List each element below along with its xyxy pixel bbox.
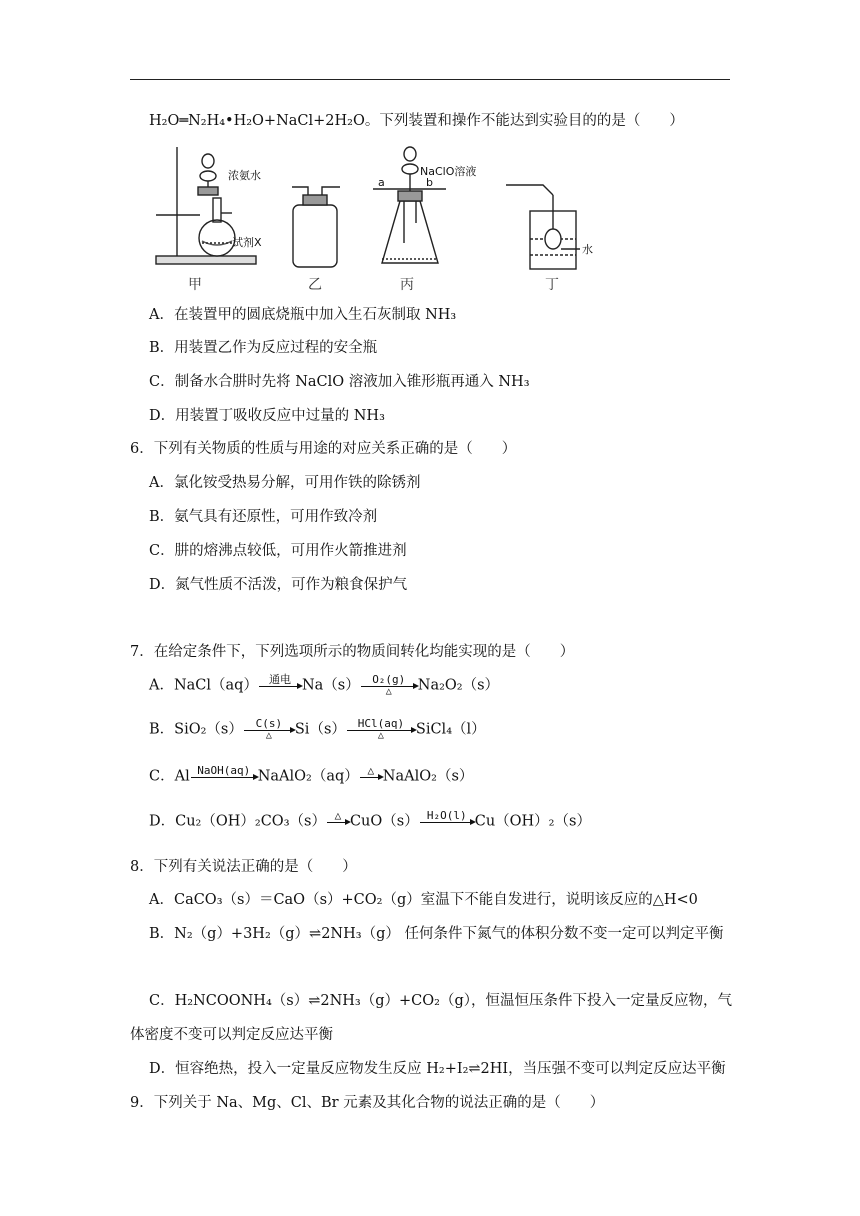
question-8-stem: 8．下列有关说法正确的是（ ）	[130, 859, 357, 875]
q7c-part1: C．Al	[149, 768, 190, 785]
question-6-stem: 6．下列有关物质的性质与用途的对应关系正确的是（ ）	[130, 441, 517, 457]
q7a-part3: Na₂O₂（s）	[417, 677, 500, 694]
water-label: 水	[582, 243, 593, 256]
q7b-part1: B．SiO₂（s）	[149, 721, 243, 738]
question-9-stem: 9．下列关于 Na、Mg、Cl、Br 元素及其化合物的说法正确的是（ ）	[130, 1095, 605, 1111]
q8-option-c-line2: 体密度不变可以判定反应达平衡	[130, 1027, 333, 1043]
q8-option-d: D．恒容绝热，投入一定量反应物发生反应 H₂+I₂⇌2HI，当压强不变可以判定反应达平衡	[149, 1061, 726, 1077]
q8-option-b: B．N₂（g）+3H₂（g）⇌2NH₃（g） 任何条件下氮气的体积分数不变一定可以判定平衡	[149, 926, 724, 942]
q6-option-d: D．氮气性质不活泼，可作为粮食保护气	[149, 577, 408, 593]
naclo-label: NaClO溶液	[420, 165, 477, 178]
q8-option-a: A．CaCO₃（s）＝CaO（s）+CO₂（g）室温下不能自发进行，说明该反应的△H<0	[149, 892, 698, 908]
q7d-arrow1: △	[326, 810, 350, 833]
q7b-part2: Si（s）	[294, 721, 346, 738]
caption-yi: 乙	[308, 277, 322, 293]
q7a-arrow2: O₂(g) △	[360, 674, 418, 697]
conc-ammonia-label: 浓氨水	[228, 169, 261, 182]
tube-a-label: a	[378, 176, 385, 189]
q7a-part1: A．NaCl（aq）	[149, 677, 258, 694]
q7-option-a	[149, 674, 499, 697]
q6-option-c: C．肼的熔沸点较低，可用作火箭推进剂	[149, 543, 407, 559]
q7-option-d	[149, 810, 591, 833]
q7c-part3: NaAlO₂（s）	[382, 768, 474, 785]
q7d-part3: Cu（OH）₂（s）	[474, 813, 591, 830]
q7d-part2: CuO（s）	[349, 813, 419, 830]
caption-ding: 丁	[545, 277, 559, 293]
question-5-stem-continuation: H₂O═N₂H₄•H₂O+NaCl+2H₂O。下列装置和操作不能达到实验目的的是（ ）	[149, 113, 684, 129]
q7d-part1: D．Cu₂（OH）₂CO₃（s）	[149, 813, 326, 830]
q7c-part2: NaAlO₂（aq）	[257, 768, 359, 785]
caption-bing: 丙	[400, 277, 414, 293]
q7b-part3: SiCl₄（l）	[415, 721, 486, 738]
q8-option-c-line1: C．H₂NCOONH₄（s）⇌2NH₃（g）+CO₂（g），恒温恒压条件下投入一定量反应物，气	[149, 993, 732, 1009]
q7d-arrow2: H₂O(l)	[419, 810, 475, 833]
q5-option-c: C．制备水合肼时先将 NaClO 溶液加入锥形瓶再通入 NH₃	[149, 374, 530, 390]
q5-option-a: A．在装置甲的圆底烧瓶中加入生石灰制取 NH₃	[149, 307, 457, 323]
q7b-arrow2: HCl(aq) △	[346, 718, 416, 741]
tube-b-label: b	[426, 176, 433, 189]
q6-option-b: B．氨气具有还原性，可用作致冷剂	[149, 509, 378, 525]
reagent-x-label: 试剂X	[232, 236, 262, 249]
caption-jia: 甲	[188, 277, 202, 293]
q5-option-d: D．用装置丁吸收反应中过量的 NH₃	[149, 408, 385, 424]
q5-option-b: B．用装置乙作为反应过程的安全瓶	[149, 340, 378, 356]
q6-option-a: A．氯化铵受热易分解，可用作铁的除锈剂	[149, 475, 421, 491]
question-7-stem: 7．在给定条件下，下列选项所示的物质间转化均能实现的是（ ）	[130, 644, 575, 660]
q7-option-c	[149, 765, 473, 788]
q7c-arrow2: △	[359, 765, 383, 788]
header-rule	[130, 79, 730, 80]
q7a-arrow1: 通电	[258, 674, 302, 697]
apparatus-figure	[150, 143, 610, 293]
q7a-part2: Na（s）	[301, 677, 360, 694]
q7-option-b	[149, 718, 486, 741]
q7b-arrow1: C(s) △	[243, 718, 295, 741]
q7c-arrow1: NaOH(aq)	[190, 765, 258, 788]
